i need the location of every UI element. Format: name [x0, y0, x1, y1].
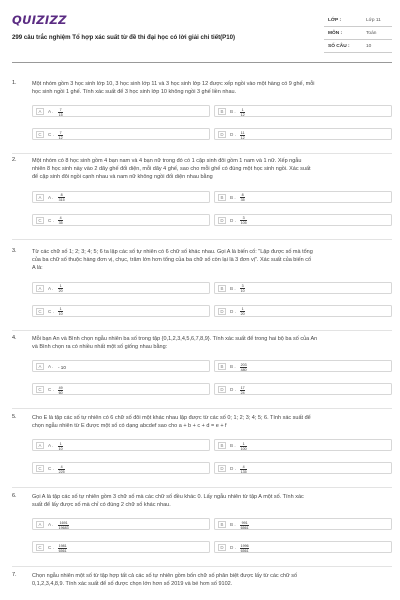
option-letter-box: C: [36, 308, 44, 315]
option-letter-box: A: [36, 442, 44, 449]
option-label: A .: [48, 522, 54, 528]
fraction-denominator: 35: [58, 221, 63, 226]
fraction-denominator: 135: [240, 469, 247, 474]
option-fraction: [58, 386, 63, 395]
option-letter-box: B: [218, 363, 226, 370]
fraction-numerator: 1: [59, 441, 62, 446]
fraction-numerator: 4: [58, 465, 65, 470]
option-fraction: [58, 193, 65, 202]
answer-option-b[interactable]: [214, 105, 392, 117]
answer-option-b[interactable]: [214, 360, 392, 372]
meta-row-count: [324, 40, 392, 53]
answer-option-d[interactable]: [214, 128, 392, 140]
option-fraction: [240, 465, 247, 474]
option-letter-box: B: [218, 108, 226, 115]
option-fraction: [240, 363, 247, 372]
fraction-denominator: 35: [240, 198, 245, 203]
fraction-denominator: 6561: [240, 525, 249, 530]
option-fraction: [58, 544, 67, 553]
fraction-denominator: 19683: [58, 525, 69, 530]
question-divider: [12, 408, 392, 409]
option-value: - 10: [58, 364, 66, 370]
answer-option-a[interactable]: [32, 360, 210, 372]
fraction-denominator: 10: [240, 289, 245, 294]
option-letter-box: D: [218, 131, 226, 138]
option-fraction: [240, 131, 245, 140]
question-text: [32, 414, 388, 430]
question-text: [32, 572, 388, 588]
option-label: B .: [230, 285, 236, 291]
fraction-denominator: 480: [240, 367, 247, 372]
option-letter-box: A: [36, 363, 44, 370]
question-divider: [12, 487, 392, 488]
option-letter-box: B: [218, 521, 226, 528]
option-fraction: [240, 544, 249, 553]
fraction-numerator: 8: [58, 193, 65, 198]
option-letter-box: B: [218, 285, 226, 292]
option-letter-box: D: [218, 217, 226, 224]
question-text: [32, 493, 388, 509]
fraction-numerator: 1: [241, 307, 244, 312]
fraction-denominator: 15: [58, 112, 63, 117]
option-letter-box: B: [218, 442, 226, 449]
question-text-line: nhiên 8 học sinh này vào 2 dãy ghế đối diện, mỗi dãy 4 ghế, sao cho mỗi ghế có đúng một học sinh ngồi. Xác suất: [32, 166, 311, 173]
fraction-denominator: 60: [58, 390, 63, 395]
option-fraction: [58, 108, 63, 117]
option-letter-box: D: [218, 308, 226, 315]
option-label: D .: [230, 132, 236, 138]
header-divider: [12, 62, 392, 63]
fraction-numerator: 11: [240, 130, 245, 135]
option-letter-box: C: [36, 217, 44, 224]
meta-value: Toán: [366, 31, 377, 36]
question-text-line: suất để lấy được số mà chỉ có đúng 2 chữ số khác nhau.: [32, 502, 171, 509]
fraction-denominator: 24: [240, 390, 245, 395]
option-fraction: [240, 284, 245, 293]
option-fraction: [58, 131, 63, 140]
answer-option-b[interactable]: [214, 518, 392, 530]
question-text: [32, 248, 388, 273]
fraction-numerator: 7: [59, 107, 62, 112]
option-letter-box: B: [218, 194, 226, 201]
option-letter-box: A: [36, 521, 44, 528]
option-fraction: [58, 442, 63, 451]
question-number: 7.: [12, 572, 17, 578]
question-number: 2.: [12, 157, 17, 163]
option-label: C .: [48, 387, 54, 393]
option-label: C .: [48, 217, 54, 223]
fraction-denominator: 315: [58, 198, 65, 203]
fraction-numerator: 4: [240, 465, 247, 470]
option-label: A .: [48, 194, 54, 200]
option-fraction: [240, 521, 249, 530]
answer-option-c[interactable]: [32, 214, 210, 226]
fraction-denominator: 12: [240, 112, 245, 117]
option-fraction: [240, 386, 245, 395]
option-label: A .: [48, 364, 54, 370]
option-letter-box: D: [218, 465, 226, 472]
question-text: [32, 80, 388, 96]
option-label: C .: [48, 132, 54, 138]
option-fraction: [58, 521, 69, 530]
question-text-line: Một nhóm có 8 học sinh gồm 4 bạn nam và 4 bạn nữ trong đó có 1 cặp sinh đôi gồm 1 nam và 1 nữ. Xếp ngẫu: [32, 158, 302, 164]
option-label: C .: [48, 308, 54, 314]
fraction-numerator: 1996: [240, 543, 249, 548]
option-label: B .: [230, 194, 236, 200]
answer-option-d[interactable]: [214, 462, 392, 474]
fraction-numerator: 17: [240, 385, 245, 390]
fraction-numerator: 1981: [58, 543, 67, 548]
option-fraction: [58, 284, 63, 293]
option-fraction: [58, 465, 65, 474]
fraction-denominator: 12: [240, 135, 245, 140]
question-number: 5.: [12, 414, 17, 420]
fraction-numerator: 1: [240, 442, 247, 447]
question-divider: [12, 566, 392, 567]
meta-row-grade: [324, 14, 392, 27]
question-text-line: Mỗi bạn An và Bình chọn ngẫu nhiên ba số trong tập {0,1,2,3,4,5,6,7,8,9}. Tính xác suất để trong hai bộ ba số của An: [32, 336, 318, 342]
answer-option-c[interactable]: [32, 383, 210, 395]
question-text-line: học sinh ngồi 1 ghế. Tính xác suất để 3 học sinh lớp 10 không ngồi 3 ghế liền nhau.: [32, 89, 237, 96]
document-header: [0, 0, 400, 62]
option-label: B .: [230, 522, 236, 528]
option-label: A .: [48, 109, 54, 115]
fraction-numerator: 1: [241, 107, 244, 112]
option-label: D .: [230, 387, 236, 393]
option-letter-box: D: [218, 386, 226, 393]
option-letter-box: C: [36, 544, 44, 551]
fraction-denominator: 6561: [240, 548, 249, 553]
answer-option-c[interactable]: [32, 128, 210, 140]
option-letter-box: D: [218, 544, 226, 551]
fraction-numerator: 1: [59, 307, 62, 312]
question-text-line: của ba chữ số thuộc hàng đơn vị, chục, trăm lớn hơn tổng của ba chữ số còn lại là 3 đơn vị". Xác suất của biến cố: [32, 257, 312, 264]
option-fraction: [240, 216, 247, 225]
option-label: C .: [48, 545, 54, 551]
answer-option-a[interactable]: [32, 518, 210, 530]
question-text-line: để cặp sinh đôi ngồi cạnh nhau và nam nữ không ngồi đối diện nhau bằng: [32, 174, 213, 181]
option-letter-box: A: [36, 285, 44, 292]
option-fraction: [240, 108, 245, 117]
fraction-numerator: 4: [59, 216, 62, 221]
question-number: 6.: [12, 493, 17, 499]
option-label: C .: [48, 466, 54, 472]
fraction-numerator: 3: [240, 216, 247, 221]
quizizz-logo: QUIZIZZ: [12, 13, 67, 27]
fraction-denominator: 225: [58, 469, 65, 474]
meta-key: SỐ CÂU :: [328, 44, 350, 49]
meta-value: 10: [366, 44, 372, 49]
option-label: D .: [230, 308, 236, 314]
option-label: D .: [230, 466, 236, 472]
question-divider: [12, 330, 392, 331]
option-letter-box: C: [36, 465, 44, 472]
answer-option-d[interactable]: [214, 305, 392, 317]
question-text: [32, 335, 388, 351]
question-text-line: Chọn ngẫu nhiên một số từ tập hợp tất cả các số tự nhiên gồm bốn chữ số phân biệt được lấy từ các chữ số: [32, 573, 298, 579]
fraction-denominator: 100: [240, 446, 247, 451]
question-text-line: Từ các chữ số 1; 2; 3; 4; 5; 6 ta lập các số tự nhiên có 6 chữ số khác nhau. Gọi A là biến cố: "Lập được số mà tổng: [32, 249, 313, 255]
answer-option-c[interactable]: [32, 462, 210, 474]
fraction-numerator: 1691: [59, 520, 68, 525]
fraction-numerator: 3: [241, 284, 244, 289]
fraction-numerator: 203: [240, 362, 247, 367]
meta-key: MÔN :: [328, 31, 343, 36]
fraction-numerator: 7: [59, 130, 62, 135]
option-fraction: [240, 442, 247, 451]
question-divider: [12, 153, 392, 154]
answer-option-a[interactable]: [32, 191, 210, 203]
document-title: 299 câu trắc nghiệm Tổ hợp xác suất từ đề thi đại học có lời giải chi tiết(P10): [12, 34, 236, 41]
question-number: 4.: [12, 335, 17, 341]
answer-option-d[interactable]: [214, 214, 392, 226]
answer-option-a[interactable]: [32, 282, 210, 294]
fraction-denominator: 10: [58, 446, 63, 451]
option-fraction: [58, 307, 63, 316]
option-letter-box: A: [36, 108, 44, 115]
option-letter-box: C: [36, 386, 44, 393]
option-label: D .: [230, 545, 236, 551]
fraction-denominator: 20: [58, 289, 63, 294]
answer-option-c[interactable]: [32, 541, 210, 553]
question-text-line: Một nhóm gồm 3 học sinh lớp 10, 3 học sinh lớp 11 và 3 học sinh lớp 12 được xếp ngồi vào một hàng có 9 ghế, mỗi: [32, 81, 315, 87]
option-label: B .: [230, 364, 236, 370]
fraction-denominator: 12: [58, 135, 63, 140]
answer-option-a[interactable]: [32, 105, 210, 117]
question-number: 1.: [12, 80, 17, 86]
option-label: D .: [230, 217, 236, 223]
answer-option-c[interactable]: [32, 305, 210, 317]
option-label: B .: [230, 443, 236, 449]
fraction-denominator: 20: [240, 312, 245, 317]
fraction-denominator: 105: [240, 221, 247, 226]
answer-option-b[interactable]: [214, 282, 392, 294]
fraction-denominator: 10: [58, 312, 63, 317]
fraction-numerator: 1: [59, 284, 62, 289]
question-text-line: và Bình chọn ra có nhiều nhất một số giống nhau bằng:: [32, 344, 168, 351]
answer-option-b[interactable]: [214, 439, 392, 451]
question-number: 3.: [12, 248, 17, 254]
option-label: B .: [230, 109, 236, 115]
fraction-numerator: 8: [241, 193, 244, 198]
option-letter-box: A: [36, 194, 44, 201]
answer-option-d[interactable]: [214, 541, 392, 553]
fraction-denominator: 6561: [58, 548, 67, 553]
question-divider: [12, 239, 392, 240]
question-text-line: Gọi A là tập các số tự nhiên gồm 3 chữ số mà các chữ số đều khác 0. Lấy ngẫu nhiên từ tập A một số. Tính xác: [32, 494, 304, 500]
question-text: [32, 157, 388, 182]
question-text-line: chọn ngẫu nhiên từ E được một số có dạng abcdef sao cho a + b + c + d = e + f: [32, 423, 227, 430]
option-fraction: [240, 307, 245, 316]
meta-value: Lớp 11: [366, 18, 381, 23]
answer-option-a[interactable]: [32, 439, 210, 451]
fraction-numerator: 49: [58, 385, 63, 390]
question-text-line: Cho E là tập các số tự nhiên có 6 chữ số đôi một khác nhau lập được từ các số 0; 1; 2; 3; 4; 5; 6. Tính xác suất để: [32, 415, 311, 421]
option-label: A .: [48, 443, 54, 449]
meta-row-subject: [324, 27, 392, 40]
option-label: A .: [48, 285, 54, 291]
answer-option-d[interactable]: [214, 383, 392, 395]
option-fraction: [58, 216, 63, 225]
question-text-line: 0,1,2,3,4,8,9. Tính xác suất để số được chọn lớn hơn số 2019 và bé hơn số 9102.: [32, 581, 233, 588]
option-letter-box: C: [36, 131, 44, 138]
fraction-numerator: 991: [241, 520, 248, 525]
meta-key: LỚP :: [328, 18, 342, 23]
question-text-line: A là:: [32, 265, 43, 272]
meta-table: [324, 14, 392, 53]
answer-option-b[interactable]: [214, 191, 392, 203]
option-fraction: [240, 193, 245, 202]
